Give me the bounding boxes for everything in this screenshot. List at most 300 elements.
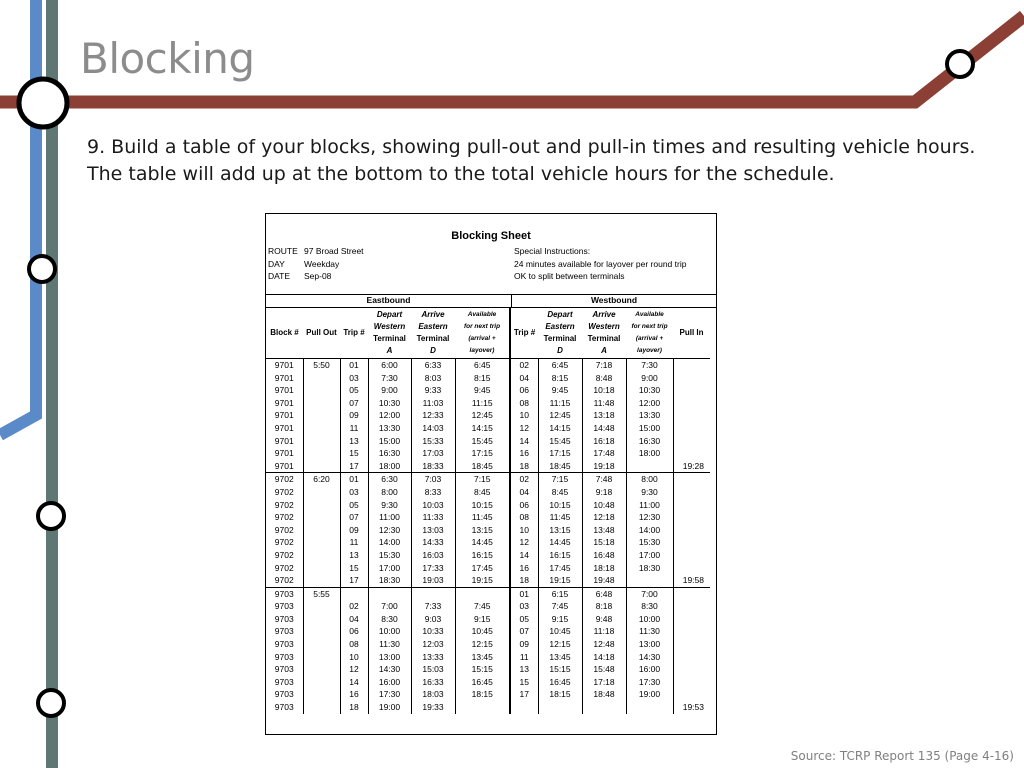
table-cell: 10:48 [582, 499, 626, 512]
table-cell: 17:00 [626, 549, 673, 562]
table-cell: 7:18 [582, 359, 626, 372]
date-value: Sep-08 [304, 271, 332, 281]
table-cell: 18:00 [368, 460, 411, 473]
table-row [266, 473, 710, 486]
table-cell: 08 [340, 638, 368, 651]
table-cell: 15:30 [626, 536, 673, 549]
table-cell: 8:45 [538, 486, 582, 499]
table-cell: 16 [510, 562, 538, 575]
table-cell: 9:33 [411, 384, 455, 397]
table-cell: 17:15 [538, 447, 582, 460]
sheet-header [266, 214, 716, 295]
table-cell: 04 [510, 486, 538, 499]
table-cell: 07 [340, 511, 368, 524]
table-row [266, 536, 710, 549]
col-depart-western: Depart Western Terminal A [368, 308, 411, 359]
table-cell: 9:15 [538, 613, 582, 626]
table-cell: 8:00 [626, 473, 673, 486]
table-cell: 7:45 [455, 600, 510, 613]
col-available-w: Available for next trip (arrival + layover) [626, 308, 673, 359]
table-cell: 17:03 [411, 447, 455, 460]
table-cell: 18:45 [455, 460, 510, 473]
table-cell: 11 [510, 651, 538, 664]
table-cell: 14:45 [455, 536, 510, 549]
table-cell: 17:45 [455, 562, 510, 575]
table-cell: 19:33 [411, 701, 455, 714]
table-cell: 17 [340, 460, 368, 473]
source-citation: Source: TCRP Report 135 (Page 4-16) [790, 749, 1014, 763]
table-cell: 13 [340, 549, 368, 562]
table-cell [673, 359, 710, 372]
table-cell [538, 701, 582, 714]
table-cell [303, 638, 340, 651]
col-depart-eastern: Depart Eastern Terminal D [538, 308, 582, 359]
table-cell: 8:18 [582, 600, 626, 613]
table-cell: 14:18 [582, 651, 626, 664]
table-cell: 18:00 [626, 447, 673, 460]
table-row [266, 613, 710, 626]
table-cell: 16:18 [582, 435, 626, 448]
table-cell: 12:03 [411, 638, 455, 651]
table-cell [626, 701, 673, 714]
table-cell: 12 [510, 536, 538, 549]
table-cell: 9:45 [538, 384, 582, 397]
col-arrive-eastern: Arrive Eastern Terminal D [411, 308, 455, 359]
table-cell: 18 [340, 701, 368, 714]
table-row [266, 701, 710, 714]
table-cell: 13 [510, 663, 538, 676]
table-cell [303, 435, 340, 448]
table-row [266, 625, 710, 638]
table-cell: 18:48 [582, 688, 626, 701]
table-cell: 04 [510, 372, 538, 385]
table-cell [510, 701, 538, 714]
table-cell: 9702 [274, 512, 294, 523]
table-cell: 02 [510, 359, 538, 372]
table-cell: 11:18 [582, 625, 626, 638]
table-cell: 16:03 [411, 549, 455, 562]
table-cell: 9702 [274, 499, 294, 510]
table-cell: 9:15 [455, 613, 510, 626]
table-cell [455, 587, 510, 600]
table-cell: 6:30 [368, 473, 411, 486]
table-cell: 13 [340, 435, 368, 448]
table-cell: 10 [510, 409, 538, 422]
table-cell: 8:15 [538, 372, 582, 385]
table-cell: 17:33 [411, 562, 455, 575]
table-cell: 7:03 [411, 473, 455, 486]
table-row [266, 549, 710, 562]
table-row [266, 397, 710, 410]
station-circle [29, 256, 55, 282]
table-cell: 14 [340, 676, 368, 689]
table-cell: 13:48 [582, 524, 626, 537]
table-cell: 18:03 [411, 688, 455, 701]
table-cell: 16:15 [538, 549, 582, 562]
table-cell: 15:15 [538, 663, 582, 676]
table-row [266, 688, 710, 701]
table-cell [673, 613, 710, 626]
table-cell [303, 663, 340, 676]
col-pull-out: Pull Out [303, 308, 340, 359]
table-cell: 17:18 [582, 676, 626, 689]
table-cell: 14:48 [582, 422, 626, 435]
day-label: DAY [268, 258, 285, 269]
table-cell [303, 549, 340, 562]
table-cell: 11:00 [368, 511, 411, 524]
table-cell [673, 549, 710, 562]
table-cell: 12:30 [626, 511, 673, 524]
route-label: ROUTE [268, 246, 298, 256]
table-cell: 10 [510, 524, 538, 537]
table-row [266, 486, 710, 499]
instruction-1: 24 minutes available for layover per round trip [514, 258, 687, 269]
day-value: Weekday [304, 258, 340, 269]
table-cell: 04 [340, 613, 368, 626]
table-cell: 01 [340, 359, 368, 372]
table-cell: 02 [340, 600, 368, 613]
table-cell [411, 587, 455, 600]
table-row [266, 676, 710, 689]
table-cell: 14:15 [538, 422, 582, 435]
table-cell: 18:33 [411, 460, 455, 473]
table-cell [673, 499, 710, 512]
table-cell: 6:00 [368, 359, 411, 372]
table-cell: 19:15 [455, 574, 510, 587]
table-cell: 9701 [274, 460, 294, 471]
table-cell: 12:15 [455, 638, 510, 651]
table-cell: 12:48 [582, 638, 626, 651]
table-cell: 09 [340, 409, 368, 422]
table-cell: 15:15 [455, 663, 510, 676]
table-cell: 10:00 [368, 625, 411, 638]
table-cell: 9701 [274, 422, 294, 433]
table-cell: 03 [510, 600, 538, 613]
table-cell: 6:45 [455, 359, 510, 372]
table-row [266, 524, 710, 537]
table-cell: 16:30 [626, 435, 673, 448]
table-row [266, 372, 710, 385]
table-cell: 03 [340, 372, 368, 385]
table-cell: 17 [340, 574, 368, 587]
table-cell: 9702 [274, 537, 294, 548]
table-cell: 19:53 [673, 701, 710, 714]
table-cell: 13:30 [626, 409, 673, 422]
table-cell: 5:50 [303, 359, 340, 372]
table-cell: 15:00 [368, 435, 411, 448]
table-cell: 19:00 [626, 688, 673, 701]
westbound-label: Westbound [590, 295, 638, 305]
table-cell: 14:33 [411, 536, 455, 549]
table-cell [673, 473, 710, 486]
station-circle [38, 503, 64, 529]
table-cell: 15:48 [582, 663, 626, 676]
table-cell: 17:45 [538, 562, 582, 575]
table-cell: 7:15 [455, 473, 510, 486]
table-cell: 9703 [274, 689, 294, 700]
table-cell [303, 562, 340, 575]
table-cell: 15:45 [455, 435, 510, 448]
table-cell: 15:33 [411, 435, 455, 448]
table-cell: 11 [340, 536, 368, 549]
table-cell [303, 524, 340, 537]
table-cell: 8:30 [626, 600, 673, 613]
table-cell: 14:03 [411, 422, 455, 435]
table-cell: 12:00 [626, 397, 673, 410]
table-cell: 06 [510, 499, 538, 512]
table-row [266, 651, 710, 664]
table-cell: 10:03 [411, 499, 455, 512]
table-cell [673, 536, 710, 549]
table-cell [673, 587, 710, 600]
table-cell: 14:45 [538, 536, 582, 549]
table-cell: 16:45 [455, 676, 510, 689]
table-row [266, 409, 710, 422]
table-cell [673, 600, 710, 613]
slide-title: Blocking [80, 34, 255, 83]
table-cell [303, 613, 340, 626]
table-cell: 13:03 [411, 524, 455, 537]
table-cell: 18:15 [455, 688, 510, 701]
table-cell [673, 638, 710, 651]
table-cell: 13:15 [538, 524, 582, 537]
table-cell: 17:30 [626, 676, 673, 689]
table-row [266, 435, 710, 448]
station-circle [947, 51, 973, 77]
table-cell: 10:30 [626, 384, 673, 397]
table-cell: 8:03 [411, 372, 455, 385]
table-cell [303, 625, 340, 638]
table-cell: 19:03 [411, 574, 455, 587]
table-cell: 07 [340, 397, 368, 410]
table-cell: 03 [340, 486, 368, 499]
table-cell: 06 [340, 625, 368, 638]
route-info [268, 245, 364, 283]
table-cell [673, 409, 710, 422]
table-cell: 9703 [266, 587, 303, 600]
table-cell [673, 688, 710, 701]
table-cell: 18:45 [538, 460, 582, 473]
table-cell: 15:03 [411, 663, 455, 676]
table-cell: 6:15 [538, 587, 582, 600]
table-cell [673, 625, 710, 638]
table-cell: 09 [510, 638, 538, 651]
col-trip-w: Trip # [510, 308, 538, 359]
table-cell: 7:30 [626, 359, 673, 372]
table-cell: 8:33 [411, 486, 455, 499]
table-cell: 7:15 [538, 473, 582, 486]
table-cell: 8:30 [368, 613, 411, 626]
table-cell: 15:18 [582, 536, 626, 549]
table-cell [340, 587, 368, 600]
table-cell: 16 [340, 688, 368, 701]
table-cell: 12:45 [538, 409, 582, 422]
table-cell: 9702 [274, 575, 294, 586]
table-cell [303, 409, 340, 422]
table-cell: 9:00 [368, 384, 411, 397]
table-cell [368, 587, 411, 600]
table-cell: 9701 [274, 448, 294, 459]
table-cell: 10:15 [538, 499, 582, 512]
table-cell: 9703 [274, 676, 294, 687]
table-cell: 9:18 [582, 486, 626, 499]
table-row [266, 460, 710, 473]
table-cell [626, 460, 673, 473]
blocking-table [266, 308, 710, 714]
table-cell [582, 701, 626, 714]
table-cell [303, 600, 340, 613]
table-cell: 13:45 [455, 651, 510, 664]
table-cell [303, 422, 340, 435]
table-row [266, 562, 710, 575]
table-cell [455, 701, 510, 714]
table-cell: 19:15 [538, 574, 582, 587]
table-cell: 19:58 [673, 574, 710, 587]
table-cell [673, 676, 710, 689]
col-available-e: Available for next trip (arrival + layover) [455, 308, 510, 359]
table-row [266, 359, 710, 372]
table-cell: 9:00 [626, 372, 673, 385]
table-cell: 10:33 [411, 625, 455, 638]
table-cell: 17:00 [368, 562, 411, 575]
table-cell: 10:45 [538, 625, 582, 638]
table-cell: 15:30 [368, 549, 411, 562]
table-cell: 9703 [274, 613, 294, 624]
table-cell [673, 397, 710, 410]
table-cell: 9702 [266, 473, 303, 486]
table-cell: 01 [510, 587, 538, 600]
table-cell: 11 [340, 422, 368, 435]
table-cell: 11:33 [411, 511, 455, 524]
col-block: Block # [266, 308, 303, 359]
table-cell: 19:28 [673, 460, 710, 473]
table-cell: 9701 [274, 360, 294, 370]
table-cell: 11:30 [626, 625, 673, 638]
table-cell: 9:03 [411, 613, 455, 626]
table-cell: 11:30 [368, 638, 411, 651]
table-cell: 15:45 [538, 435, 582, 448]
table-cell [673, 486, 710, 499]
table-cell: 11:15 [455, 397, 510, 410]
route-value: 97 Broad Street [304, 246, 364, 256]
table-cell: 12:15 [538, 638, 582, 651]
table-cell [673, 447, 710, 460]
table-row [266, 447, 710, 460]
col-trip-e: Trip # [340, 308, 368, 359]
table-cell: 9701 [274, 435, 294, 446]
table-cell: 17:15 [455, 447, 510, 460]
table-cell: 05 [510, 613, 538, 626]
eastbound-label: Eastbound [366, 295, 411, 305]
table-cell [303, 651, 340, 664]
table-cell [673, 384, 710, 397]
table-cell: 14 [510, 435, 538, 448]
table-cell: 15 [510, 676, 538, 689]
table-cell: 10:18 [582, 384, 626, 397]
table-cell [303, 574, 340, 587]
table-cell: 9703 [274, 664, 294, 675]
table-cell: 06 [510, 384, 538, 397]
table-cell: 11:03 [411, 397, 455, 410]
table-cell: 7:30 [368, 372, 411, 385]
table-cell [303, 372, 340, 385]
table-cell: 9702 [274, 524, 294, 535]
table-row [266, 663, 710, 676]
table-cell: 16:45 [538, 676, 582, 689]
table-cell: 15 [340, 447, 368, 460]
table-cell: 7:45 [538, 600, 582, 613]
table-cell: 13:33 [411, 651, 455, 664]
table-cell: 6:45 [538, 359, 582, 372]
table-cell [626, 574, 673, 587]
table-cell: 18 [510, 574, 538, 587]
table-row [266, 511, 710, 524]
table-cell: 17 [510, 688, 538, 701]
table-cell [673, 422, 710, 435]
table-cell [303, 397, 340, 410]
table-cell: 08 [510, 397, 538, 410]
table-cell: 9701 [274, 397, 294, 408]
table-cell: 9703 [274, 639, 294, 650]
table-cell: 9703 [274, 651, 294, 662]
station-circle [19, 79, 67, 127]
table-cell [303, 536, 340, 549]
instruction-2: OK to split between terminals [514, 271, 625, 281]
table-cell: 12:30 [368, 524, 411, 537]
table-cell: 9:30 [368, 499, 411, 512]
table-cell: 16:48 [582, 549, 626, 562]
table-cell: 05 [340, 384, 368, 397]
table-cell: 9701 [274, 385, 294, 396]
table-cell: 14:00 [368, 536, 411, 549]
table-cell: 12:33 [411, 409, 455, 422]
table-cell: 5:55 [303, 587, 340, 600]
table-cell: 13:15 [455, 524, 510, 537]
table-cell: 10:15 [455, 499, 510, 512]
table-cell: 11:00 [626, 499, 673, 512]
table-cell [303, 460, 340, 473]
table-cell: 8:48 [582, 372, 626, 385]
col-arrive-western: Arrive Western Terminal A [582, 308, 626, 359]
table-cell [673, 651, 710, 664]
table-cell: 11:45 [538, 511, 582, 524]
special-instructions [514, 245, 686, 283]
table-cell: 9703 [274, 601, 294, 612]
blocking-sheet [265, 213, 717, 735]
table-cell: 19:18 [582, 460, 626, 473]
table-cell: 9:45 [455, 384, 510, 397]
table-cell: 18:30 [626, 562, 673, 575]
table-cell: 19:48 [582, 574, 626, 587]
table-cell: 14 [510, 549, 538, 562]
table-row [266, 499, 710, 512]
table-cell: 18:30 [368, 574, 411, 587]
table-cell: 7:48 [582, 473, 626, 486]
col-pull-in: Pull In [673, 308, 710, 359]
table-row [266, 574, 710, 587]
table-cell: 02 [510, 473, 538, 486]
sheet-title: Blocking Sheet [451, 230, 531, 242]
table-cell [303, 384, 340, 397]
table-cell: 9701 [274, 372, 294, 383]
slide-body-text: 9. Build a table of your blocks, showing pull-out and pull-in times and resulting vehicle hours. The table will add up at the bottom to the total vehicle hours for the schedule. [87, 136, 976, 185]
table-cell: 9703 [274, 702, 294, 713]
table-cell: 12:18 [582, 511, 626, 524]
table-header-row [266, 308, 710, 359]
table-cell: 15:00 [626, 422, 673, 435]
table-cell: 16:00 [626, 663, 673, 676]
table-cell: 13:00 [368, 651, 411, 664]
